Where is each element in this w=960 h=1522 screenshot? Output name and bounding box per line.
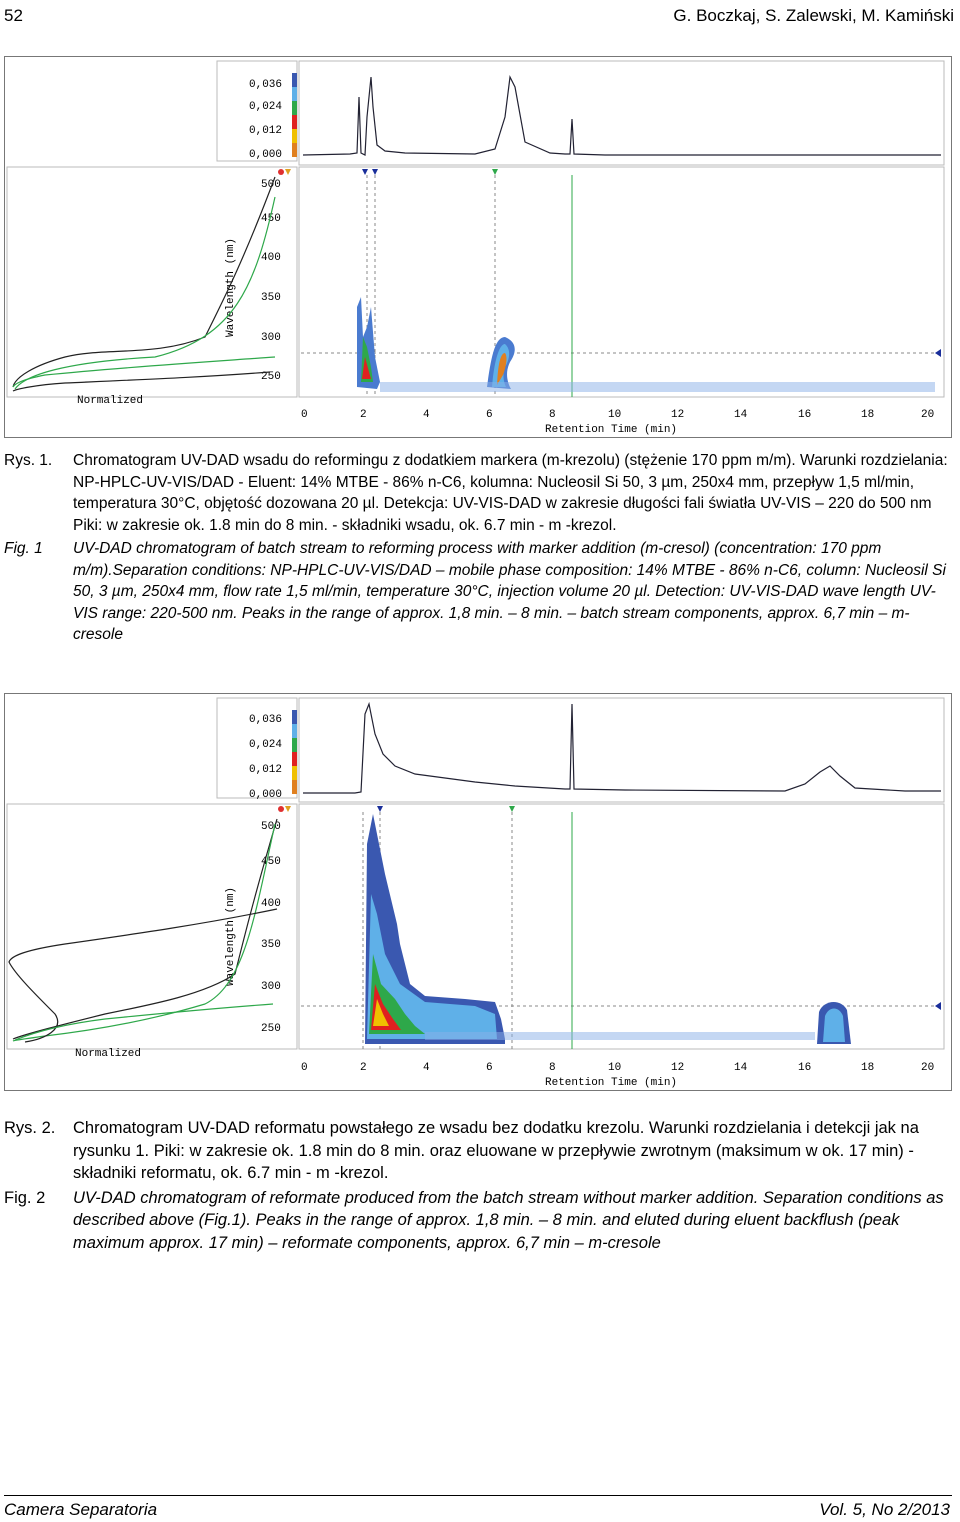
fig1-xtick: 12 <box>671 409 685 421</box>
fig1-ytick: 0,024 <box>249 101 283 113</box>
fig1-normalized-label: Normalized <box>77 395 144 407</box>
page-header <box>0 0 960 36</box>
fig2-wltick: 350 <box>261 939 281 951</box>
journal-name: Camera Separatoria <box>4 1500 158 1519</box>
fig1-spectrum-panel <box>7 167 297 397</box>
caption-2 <box>4 1117 956 1254</box>
fig2-wl-label: Wavelength (nm) <box>225 886 237 986</box>
fig2-wltick: 500 <box>261 821 281 833</box>
fig1-xtick: 14 <box>734 409 748 421</box>
fig2-xtick: 14 <box>734 1062 748 1074</box>
fig1-xtick: 4 <box>423 409 430 421</box>
fig1-xtick: 16 <box>798 409 812 421</box>
caption-1-en-text: UV-DAD chromatogram of batch stream to reforming process with marker addition (m-cresol) (concentration: 170 ppm m/m).Separation conditions: NP-HPLC-UV-VIS/DAD – mobile phase composition: 14% MTBE - 86% n-C6, column: Nucleosil Si 50, 3 µm, 250x4 mm, flow rate 1,5 ml/min, temperature 30°C, injection volume 20 µl. Detection: UV-VIS-DAD wave length UV-VIS range: 220-500 nm. Peaks in the range of approx. 1,8 min. – 8 min. – batch stream components, approx. 6,7 min – m-cresole <box>73 540 946 643</box>
fig2-chromatogram-panel <box>299 698 944 802</box>
fig2-wltick: 300 <box>261 981 281 993</box>
fig2-xtick: 10 <box>608 1062 622 1074</box>
caption-1 <box>4 450 956 646</box>
fig2-xtick: 12 <box>671 1062 685 1074</box>
figure-2-plot <box>5 694 951 1090</box>
fig1-ytick: 0,000 <box>249 149 283 161</box>
fig2-x-label: Retention Time (min) <box>545 1077 678 1089</box>
fig1-wltick: 400 <box>261 252 281 264</box>
fig1-wltick: 250 <box>261 371 281 383</box>
fig1-ytick: 0,036 <box>249 79 283 91</box>
fig2-xtick: 6 <box>486 1062 493 1074</box>
fig2-wltick: 450 <box>261 856 281 868</box>
fig2-xtick: 2 <box>360 1062 367 1074</box>
fig1-xtick: 0 <box>301 409 308 421</box>
fig1-ytick: 0,012 <box>249 125 283 137</box>
fig2-spectrum-panel <box>7 804 297 1049</box>
fig1-wl-label: Wavelength (nm) <box>225 237 237 337</box>
fig2-x-ticks <box>301 1062 934 1074</box>
fig2-xtick: 8 <box>549 1062 556 1074</box>
fig1-contour-panel <box>299 167 944 397</box>
figure-1 <box>4 56 952 438</box>
fig1-xtick: 6 <box>486 409 493 421</box>
fig2-wltick: 250 <box>261 1023 281 1035</box>
caption-2-en-text: UV-DAD chromatogram of reformate produced from the batch stream without marker addition. Separation conditions as described above (Fig.1). Peaks in the range of approx. 1,8 min. – 8 min. and eluted during eluent backflush (peak maximum approx. 17 min) – reformate components, approx. 6,7 min – m-cresole <box>73 1188 944 1252</box>
fig1-wltick: 300 <box>261 332 281 344</box>
fig2-xtick: 16 <box>798 1062 812 1074</box>
fig1-x-ticks <box>301 409 934 421</box>
fig1-color-scale <box>292 73 297 157</box>
fig1-xtick: 10 <box>608 409 622 421</box>
fig2-xtick: 0 <box>301 1062 308 1074</box>
caption-2-english <box>4 1187 956 1255</box>
page-number: 52 <box>4 6 23 25</box>
caption-1-en-label: Fig. 1 <box>4 540 43 557</box>
caption-2-en-label: Fig. 2 <box>4 1188 46 1207</box>
fig2-xtick: 4 <box>423 1062 430 1074</box>
fig1-wltick: 350 <box>261 292 281 304</box>
caption-1-polish <box>4 450 956 536</box>
fig1-wltick: 450 <box>261 213 281 225</box>
caption-2-pl-label: Rys. 2. <box>4 1119 56 1137</box>
figure-1-plot <box>5 57 951 437</box>
fig1-xtick: 8 <box>549 409 556 421</box>
fig1-xtick: 20 <box>921 409 935 421</box>
journal-volume: Vol. 5, No 2/2013 <box>819 1500 950 1519</box>
fig1-x-label: Retention Time (min) <box>545 424 678 436</box>
fig2-ytick: 0,000 <box>249 789 283 801</box>
fig2-ytick: 0,024 <box>249 739 283 751</box>
fig2-color-scale <box>292 710 297 794</box>
fig2-normalized-label: Normalized <box>75 1048 142 1060</box>
caption-2-polish <box>4 1117 956 1185</box>
fig1-wltick: 500 <box>261 179 281 191</box>
page-footer <box>4 1495 952 1520</box>
fig1-xtick: 18 <box>861 409 875 421</box>
fig2-ytick: 0,012 <box>249 764 283 776</box>
fig2-wltick: 400 <box>261 898 281 910</box>
caption-1-pl-label: Rys. 1. <box>4 452 53 469</box>
caption-1-english <box>4 538 956 646</box>
caption-1-pl-text: Chromatogram UV-DAD wsadu do reformingu z dodatkiem markera (m-krezolu) (stężenie 170 ppm m/m). Warunki rozdzielania: NP-HPLC-UV-VIS/DAD - Eluent: 14% MTBE - 86% n-C6, kolumna: Nucleosil Si 50, 3 µm, 250x4 mm, przepływ 1,5 ml/min, temperatura 30°C, objętość dozowana 20 µl. Detekcja: UV-VIS-DAD w zakresie długości fali światła UV-VIS – 220 do 500 nm Piki: w zakresie ok. 1.8 min do 8 min. - składniki wsadu, ok. 6.7 min - m -krezol. <box>73 452 948 534</box>
fig2-xtick: 18 <box>861 1062 875 1074</box>
fig2-ytick: 0,036 <box>249 714 283 726</box>
authors: G. Boczkaj, S. Zalewski, M. Kamiński <box>673 6 954 25</box>
fig1-xtick: 2 <box>360 409 367 421</box>
figure-2 <box>4 693 952 1091</box>
caption-2-pl-text: Chromatogram UV-DAD reformatu powstałego ze wsadu bez dodatku krezolu. Warunki rozdzielania i detekcji jak na rysunku 1. Piki: w zakresie ok. 1.8 min do 8 min. oraz eluowane w przepływie zwrotnym (maksimum w ok. 17 min) - składniki reformatu, ok. 6.7 min - m -krezol. <box>73 1119 919 1182</box>
fig1-chromatogram-panel <box>299 61 944 165</box>
fig2-xtick: 20 <box>921 1062 935 1074</box>
